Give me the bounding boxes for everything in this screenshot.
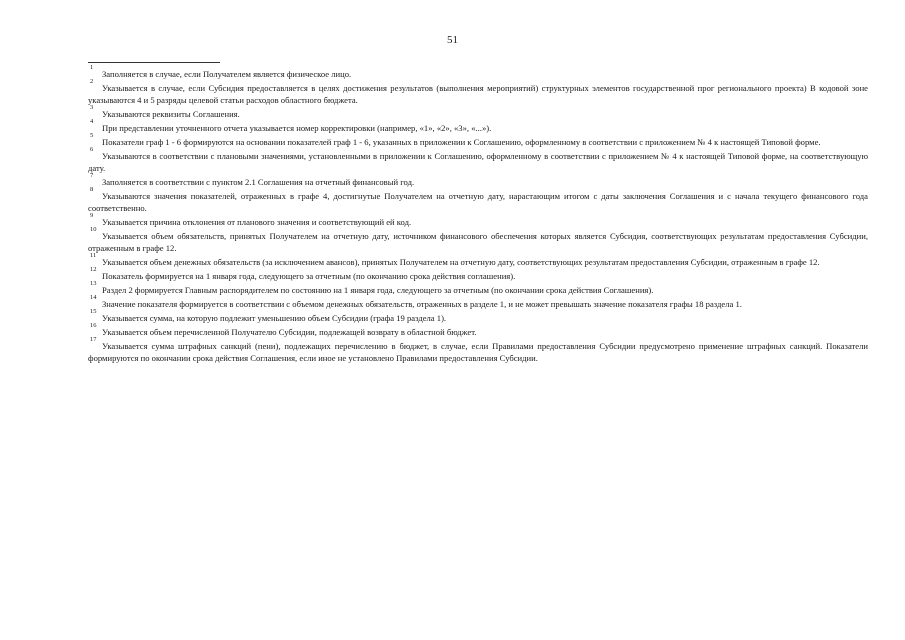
- footnote-number: 13: [90, 280, 97, 287]
- footnote-number: 16: [90, 322, 97, 329]
- footnote-number: 12: [90, 266, 97, 273]
- footnote: [88, 186, 868, 214]
- footnote-separator: [88, 62, 220, 63]
- footnote: [88, 336, 868, 364]
- page-number: 51: [447, 34, 458, 46]
- footnote-number: 3: [90, 104, 94, 111]
- footnote-number: 9: [90, 212, 94, 219]
- footnote-number: 10: [90, 226, 97, 233]
- footnote: [88, 252, 868, 268]
- footnote-number: 1: [90, 64, 94, 71]
- footnote-text: Показатель формируется на 1 января года, следующего за отчетным (по окончанию срока действия соглашения).: [102, 271, 516, 281]
- footnote-number: 6: [90, 146, 94, 153]
- footnote: [88, 104, 868, 120]
- footnote-text: Указывается сумма штрафных санкций (пени), подлежащих перечислению в бюджет, в случае, если Правилами предоставления Субсидии предусмотрено применение штрафных санкций. Показатели формируются по окончании срока действия Соглашения, если иное не установлено Правилами предоставления Субсидии.: [88, 341, 868, 363]
- footnote-text: Заполняется в соответствии с пунктом 2.1 Соглашения на отчетный финансовый год.: [102, 177, 415, 187]
- footnote: [88, 78, 868, 106]
- footnote-text: Указываются значения показателей, отраженных в графе 4, достигнутые Получателем на отчетную дату, нарастающим итогом с даты заключения Соглашения и с начала текущего финансового года соответственно.: [88, 191, 868, 213]
- footnote-text: Указываются в соответствии с плановыми значениями, установленными в приложении к Соглашению, оформленному в соответствии с приложением № 4 к настоящей Типовой форме, на соответствующую дату.: [88, 151, 868, 173]
- footnote-text: Раздел 2 формируется Главным распорядителем по состоянию на 1 января года, следующего за отчетным (по окончании срока действия Соглашения).: [102, 285, 654, 295]
- footnote-number: 15: [90, 308, 97, 315]
- footnote: [88, 64, 868, 80]
- footnote-text: Указывается объем обязательств, принятых Получателем на отчетную дату, источником финансового обеспечения которых является Субсидия, соответствующих результатам предоставления Субсидии, отраженным в графе 12.: [88, 231, 868, 253]
- footnote-text: Указывается сумма, на которую подлежит уменьшению объем Субсидии (графа 19 раздела 1).: [102, 313, 447, 323]
- footnote-number: 4: [90, 118, 94, 125]
- footnotes-list: [88, 64, 868, 366]
- footnote-text: Указывается объем денежных обязательств (за исключением авансов), принятых Получателем на отчетную дату, соответствующих результатам предоставления Субсидии, отраженным в графе 12.: [102, 257, 820, 267]
- footnote-number: 8: [90, 186, 94, 193]
- footnote: [88, 294, 868, 310]
- footnote-number: 5: [90, 132, 94, 139]
- footnote: [88, 118, 868, 134]
- footnote: [88, 226, 868, 254]
- footnote: [88, 280, 868, 296]
- footnote-text: Указывается объем перечисленной Получателю Субсидии, подлежащей возврату в областной бюджет.: [102, 327, 477, 337]
- footnote-text: Указывается в случае, если Субсидия предоставляется в целях достижения результатов (выполнения мероприятий) структурных элементов государственной прог регионального проекта) В кодовой зоне указываются 4 и 5 разряды целевой статьи расходов областного бюджета.: [88, 83, 868, 105]
- footnote-number: 2: [90, 78, 94, 85]
- footnote-number: 11: [90, 252, 97, 259]
- footnote: [88, 308, 868, 324]
- footnote-number: 14: [90, 294, 97, 301]
- footnote-number: 17: [90, 336, 97, 343]
- footnote: [88, 146, 868, 174]
- footnote-text: Показатели граф 1 - 6 формируются на основании показателей граф 1 - 6, указанных в приложении к Соглашению, оформленному в соответствии с приложением № 4 к настоящей Типовой форме.: [102, 137, 821, 147]
- footnote: [88, 132, 868, 148]
- footnote-text: Заполняется в случае, если Получателем является физическое лицо.: [102, 69, 352, 79]
- footnote: [88, 322, 868, 338]
- footnote: [88, 212, 868, 228]
- footnote: [88, 266, 868, 282]
- footnote-text: При представлении уточненного отчета указывается номер корректировки (например, «1», «2», «3», «...»).: [102, 123, 492, 133]
- footnote-number: 7: [90, 172, 94, 179]
- footnote-text: Значение показателя формируется в соответствии с объемом денежных обязательств, отраженных в разделе 1, и не может превышать значение показателя графы 18 раздела 1.: [102, 299, 742, 309]
- footnote-text: Указывается причина отклонения от планового значения и соответствующий ей код.: [102, 217, 412, 227]
- footnote: [88, 172, 868, 188]
- footnote-text: Указываются реквизиты Соглашения.: [102, 109, 240, 119]
